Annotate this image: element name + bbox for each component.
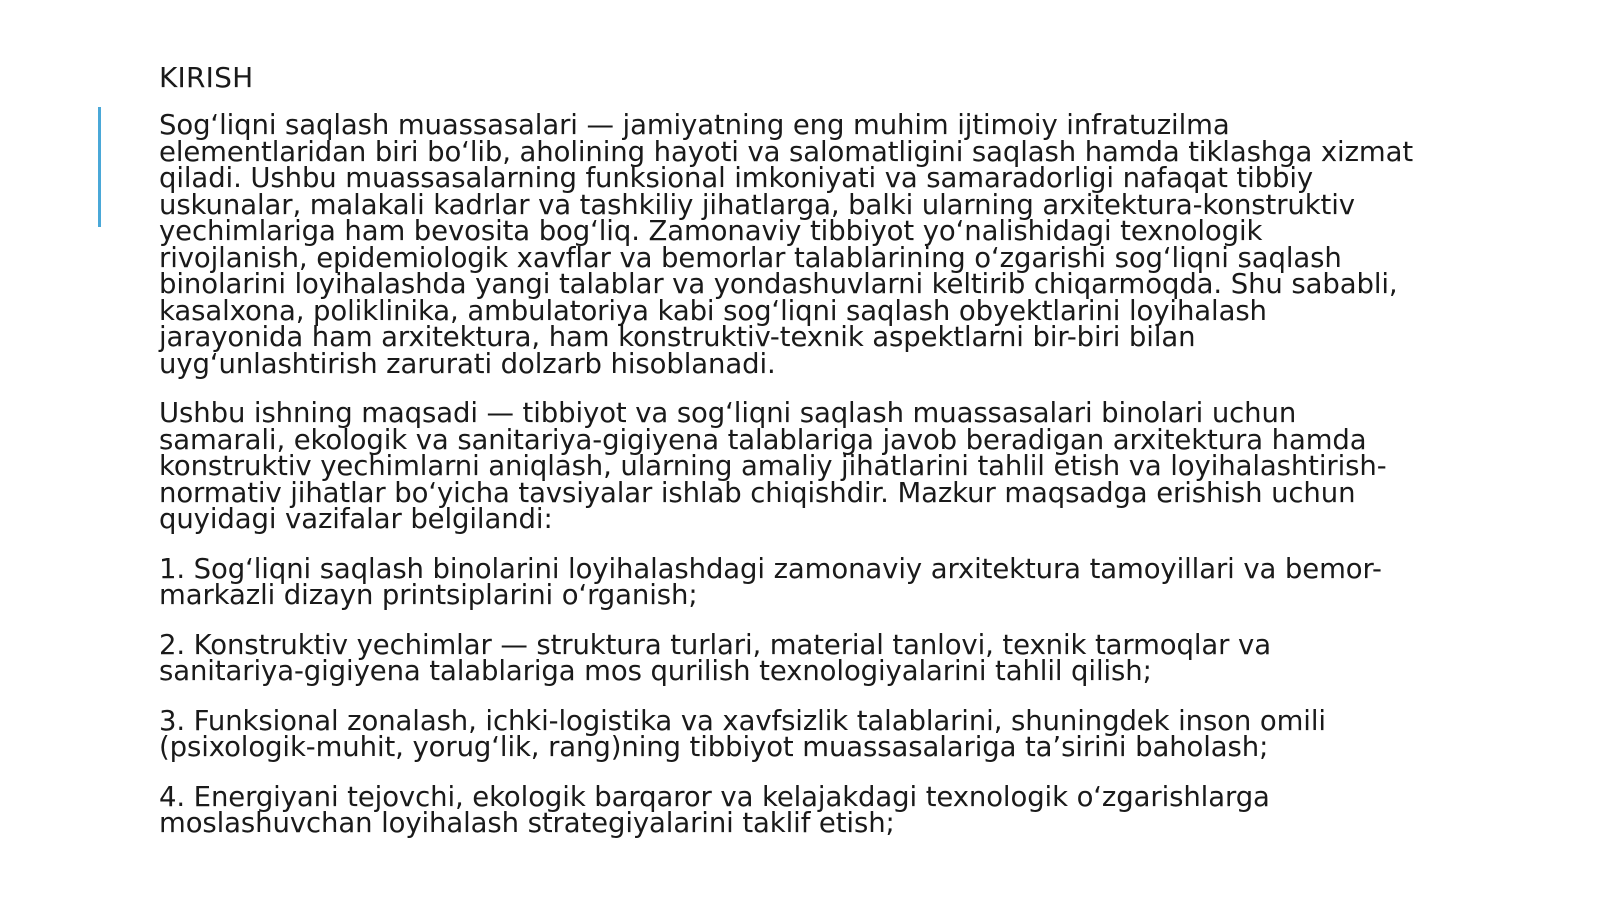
accent-bar bbox=[98, 107, 101, 227]
task-item-2: 2. Konstruktiv yechimlar — struktura turlari, material tanlovi, texnik tarmoqlar va sanitariya-gigiyena talablariga mos qurilish texnologiyalarini tahlil qilish; bbox=[159, 628, 1271, 687]
slide-heading: KIRISH bbox=[159, 61, 254, 94]
intro-paragraph: Sog‘liqni saqlash muassasalari — jamiyatning eng muhim ijtimoiy infratuzilma elementlaridan biri bo‘lib, aholining hayoti va salomatligini saqlash hamda tiklashga xizmat qiladi. Ushbu muassasalarning funksional imkoniyati va samaradorligi nafaqat tibbiy uskunalar, malakali kadrlar va tashkiliy jihatlarga, balki ularning arxitektura-konstruktiv yechimlariga ham bevosita bog‘liq. Zamonaviy tibbiyot yo‘nalishidagi texnologik rivojlanish, epidemiologik xavflar va bemorlar talablarining o‘zgarishi sog‘liqni saqlash binolarini loyihalashda yangi talablar va yondashuvlarni keltirib chiqarmoqda. Shu sababli, kasalxona, poliklinika, ambulatoriya kabi sog‘liqni saqlash obyektlarini loyihalash jarayonida ham arxitektura, ham konstruktiv-texnik aspektlarni bir-biri bilan uyg‘unlashtirish zarurati dolzarb hisoblanadi. bbox=[159, 109, 1414, 380]
task-item-3: 3. Funksional zonalash, ichki-logistika va xavfsizlik talablarini, shuningdek inson omili (psixologik-muhit, yorug‘lik, rang)ning tibbiyot muassasalariga ta’sirini baholash; bbox=[159, 704, 1326, 763]
slide-body bbox=[159, 109, 1419, 860]
task-item-1: 1. Sog‘liqni saqlash binolarini loyihalashdagi zamonaviy arxitektura tamoyillari va bemor-markazli dizayn printsiplarini o‘rganish; bbox=[159, 552, 1382, 611]
task-item-4: 4. Energiyani tejovchi, ekologik barqaror va kelajakdagi texnologik o‘zgarishlarga moslashuvchan loyihalash strategiyalarini taklif etish; bbox=[159, 780, 1270, 839]
goal-paragraph: Ushbu ishning maqsadi — tibbiyot va sog‘liqni saqlash muassasalari binolari uchun samarali, ekologik va sanitariya-gigiyena talablariga javob beradigan arxitektura hamda konstruktiv yechimlarni aniqlash, ularning amaliy jihatlarini tahlil etish va loyihalashtirish-normativ jihatlar bo‘yicha tavsiyalar ishlab chiqishdir. Mazkur maqsadga erishish uchun quyidagi vazifalar belgilandi: bbox=[159, 397, 1387, 535]
